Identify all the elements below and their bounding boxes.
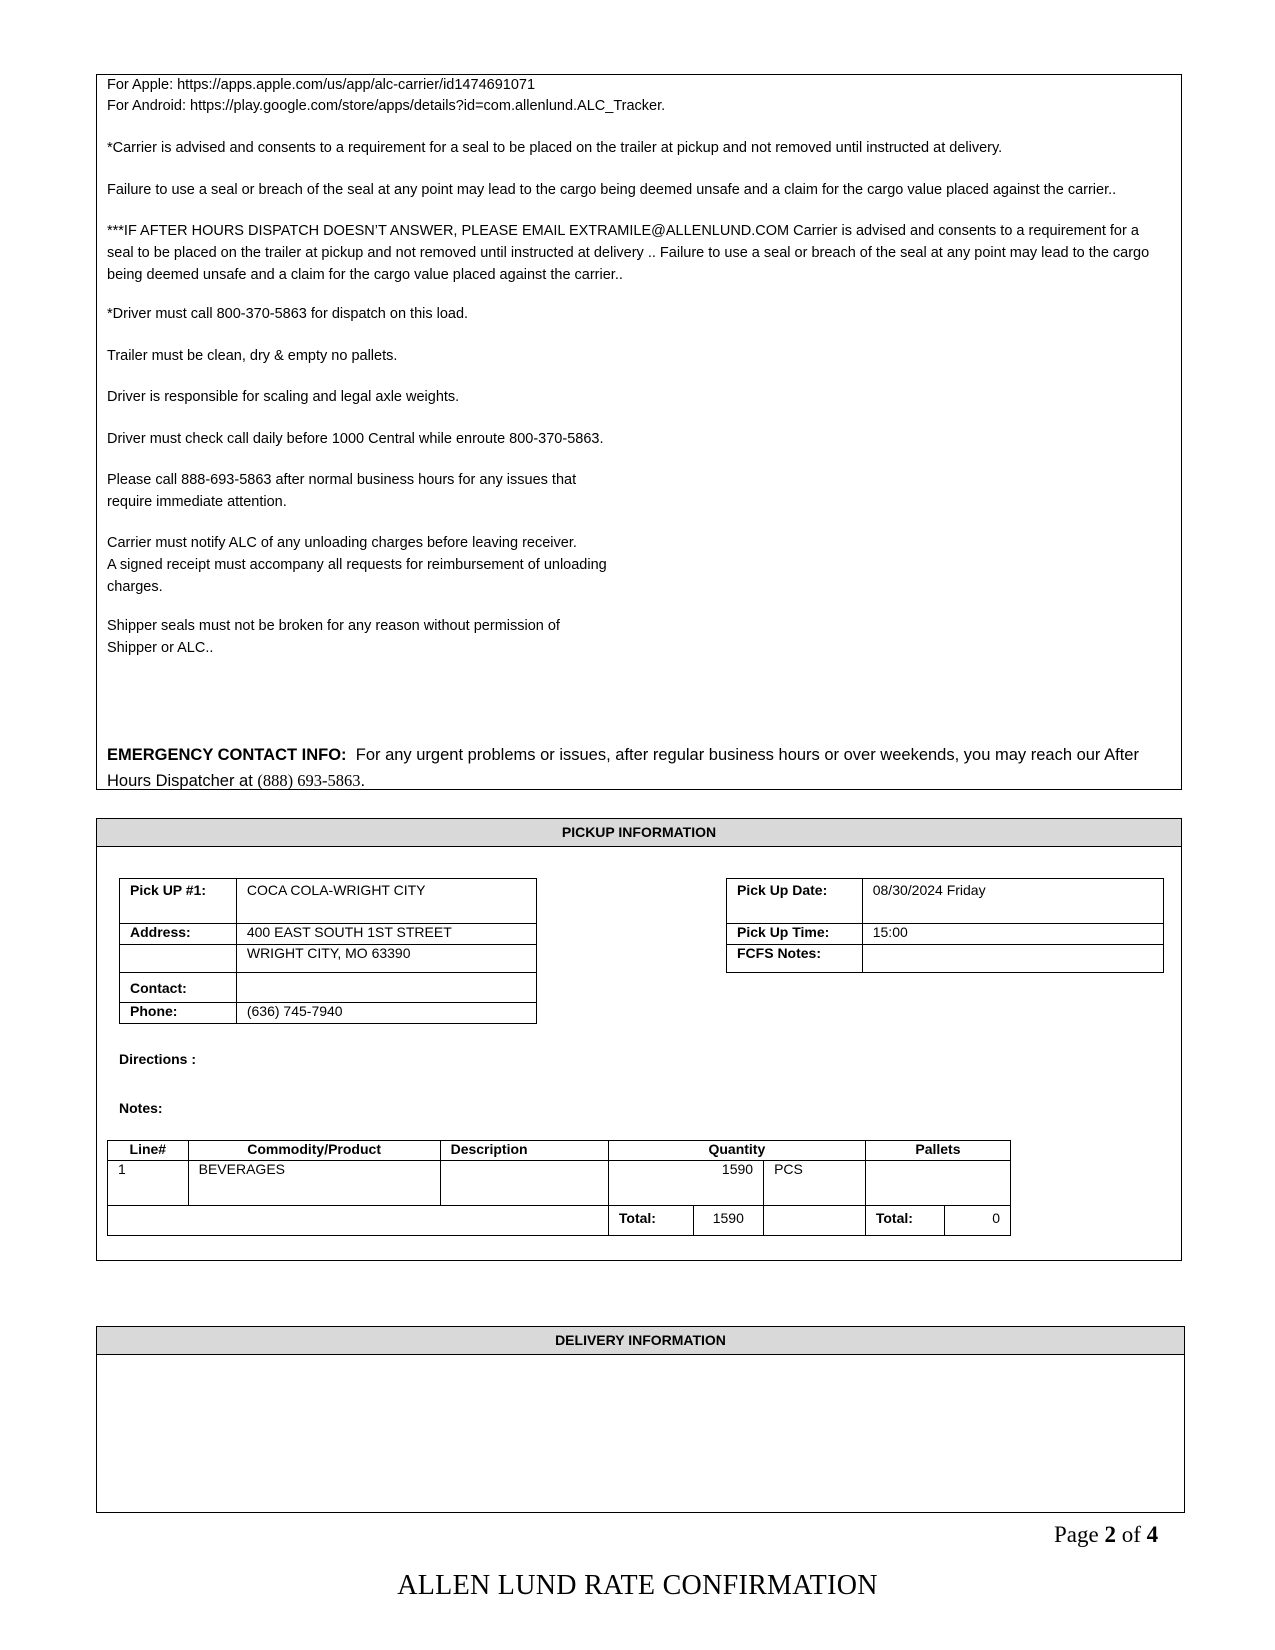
quantity-total-unit xyxy=(764,1206,866,1236)
fcfs-notes-label: FCFS Notes: xyxy=(727,945,863,973)
note-android-link: For Android: https://play.google.com/store/apps/details?id=com.allenlund.ALC_Tracker. xyxy=(107,98,666,114)
pickup-date-label: Pick Up Date: xyxy=(727,879,863,924)
commodity-header-row xyxy=(108,1141,1011,1161)
row-quantity: 1590 xyxy=(608,1161,763,1206)
note-scaling: Driver is responsible for scaling and legal axle weights. xyxy=(107,389,460,405)
emergency-label: EMERGENCY CONTACT INFO: xyxy=(107,746,347,764)
table-row xyxy=(108,1161,1011,1206)
note-apple-link: For Apple: https://apps.apple.com/us/app/alc-carrier/id1474691071 xyxy=(107,77,536,93)
document-title: ALLEN LUND RATE CONFIRMATION xyxy=(397,1570,878,1601)
delivery-header: DELIVERY INFORMATION xyxy=(97,1327,1184,1355)
note-check-call: Driver must check call daily before 1000 Central while enroute 800-370-5863. xyxy=(107,431,604,447)
address-line1: 400 EAST SOUTH 1ST STREET xyxy=(236,924,536,945)
row-pallets xyxy=(865,1161,1010,1206)
note-trailer-clean: Trailer must be clean, dry & empty no pallets. xyxy=(107,348,398,364)
commodity-table xyxy=(107,1140,1011,1236)
contact-value xyxy=(236,973,536,1003)
totals-row xyxy=(108,1206,1011,1236)
address-label: Address: xyxy=(120,924,237,945)
note-after-hours: ***IF AFTER HOURS DISPATCH DOESN’T ANSWER, PLEASE EMAIL EXTRAMILE@ALLENLUND.COM Carrier is advised and consents to a requirement for a seal to be placed on the trailer at pickup and not removed until instructed at delivery .. Failure to use a seal or breach of the seal at any point may lead to the cargo being deemed unsafe and a claim for the cargo value placed against the carrier.. xyxy=(107,223,1150,283)
emergency-text: For any urgent problems or issues, after regular business hours or over weekends, you may reach our After Hours Dispatcher at xyxy=(107,746,1139,790)
row-line: 1 xyxy=(108,1161,189,1206)
col-description: Description xyxy=(440,1141,608,1161)
delivery-information-section xyxy=(96,1326,1185,1513)
pickup-schedule-table xyxy=(726,878,1164,973)
pickup-time-label: Pick Up Time: xyxy=(727,924,863,945)
note-seal-failure: Failure to use a seal or breach of the seal at any point may lead to the cargo being deemed unsafe and a claim for the cargo value placed against the carrier.. xyxy=(107,182,1117,198)
emergency-end: . xyxy=(360,772,366,790)
fcfs-notes-value xyxy=(862,945,1163,973)
pickup-number-label: Pick UP #1: xyxy=(120,879,237,924)
emergency-phone: (888) 693-5863 xyxy=(257,771,361,790)
page-current: 2 xyxy=(1104,1522,1116,1547)
directions-label: Directions : xyxy=(119,1051,197,1067)
pallets-total: 0 xyxy=(945,1206,1011,1236)
phone-value: (636) 745-7940 xyxy=(236,1003,536,1024)
emergency-contact-info xyxy=(107,743,1167,794)
note-unloading-charges: Carrier must notify ALC of any unloading charges before leaving receiver. A signed receipt must accompany all requests for reimbursement of unloading charges. xyxy=(107,535,607,595)
address-label-blank xyxy=(120,945,237,973)
col-line: Line# xyxy=(108,1141,189,1161)
col-pallets: Pallets xyxy=(865,1141,1010,1161)
row-unit: PCS xyxy=(764,1161,866,1206)
notes-label: Notes: xyxy=(119,1100,163,1116)
page-of: of xyxy=(1115,1522,1147,1547)
row-description xyxy=(440,1161,608,1206)
pallets-total-label: Total: xyxy=(865,1206,945,1236)
col-quantity: Quantity xyxy=(608,1141,865,1161)
pickup-date-value: 08/30/2024 Friday xyxy=(862,879,1163,924)
note-after-hours-phone: Please call 888-693-5863 after normal business hours for any issues that require immediate attention. xyxy=(107,472,577,510)
terms-notes-box xyxy=(96,74,1182,790)
quantity-total: 1590 xyxy=(693,1206,764,1236)
pickup-location-table xyxy=(119,878,537,1024)
row-commodity: BEVERAGES xyxy=(188,1161,440,1206)
note-driver-dispatch: *Driver must call 800-370-5863 for dispatch on this load. xyxy=(107,306,469,322)
pickup-header: PICKUP INFORMATION xyxy=(97,819,1181,847)
totals-blank xyxy=(108,1206,609,1236)
col-commodity: Commodity/Product xyxy=(188,1141,440,1161)
page-total: 4 xyxy=(1146,1522,1159,1547)
pickup-name: COCA COLA-WRIGHT CITY xyxy=(236,879,536,924)
phone-label: Phone: xyxy=(120,1003,237,1024)
page-number xyxy=(1054,1522,1158,1548)
pickup-time-value: 15:00 xyxy=(862,924,1163,945)
address-line2: WRIGHT CITY, MO 63390 xyxy=(236,945,536,973)
note-seal-requirement: *Carrier is advised and consents to a requirement for a seal to be placed on the trailer at pickup and not removed until instructed at delivery. xyxy=(107,140,1003,156)
pickup-information-section xyxy=(96,818,1182,1261)
contact-label: Contact: xyxy=(120,973,237,1003)
quantity-total-label: Total: xyxy=(608,1206,693,1236)
note-shipper-seals: Shipper seals must not be broken for any reason without permission of Shipper or ALC.. xyxy=(107,618,560,656)
page-prefix: Page xyxy=(1054,1522,1105,1547)
